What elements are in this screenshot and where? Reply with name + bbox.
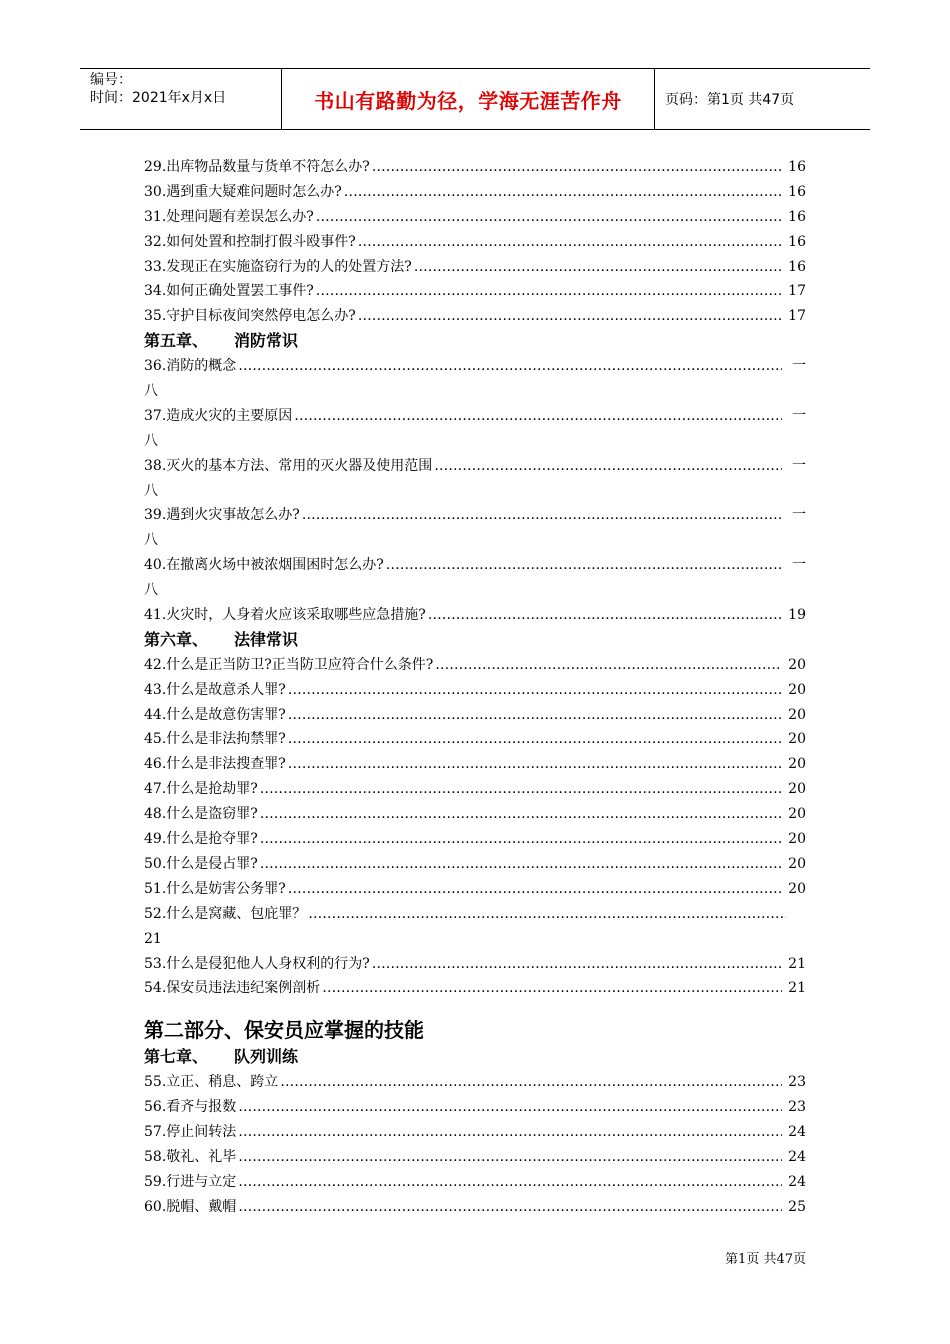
toc-entry <box>144 653 806 678</box>
toc-entry-page: 21 <box>788 955 806 972</box>
toc-entry-title: 38.灭火的基本方法、常用的灭火器及使用范围 <box>144 457 433 474</box>
dot-leader <box>288 877 782 902</box>
toc-wrapped-page: 八 <box>144 383 158 400</box>
dot-leader <box>280 1070 782 1095</box>
toc-entry <box>144 752 806 777</box>
toc-entry <box>144 802 806 827</box>
page-header <box>80 68 870 130</box>
chapter-title: 法律常识 <box>234 629 299 649</box>
toc-entry-page: 16 <box>788 258 806 275</box>
dot-leader <box>428 603 782 628</box>
toc-entry-page: 24 <box>788 1148 806 1165</box>
dot-leader <box>260 802 782 827</box>
toc-entry-page: 20 <box>788 855 806 872</box>
toc-entry-page <box>786 902 806 927</box>
toc-entry <box>144 1095 806 1120</box>
chapter-title: 消防常识 <box>234 331 299 351</box>
toc-entry-page: 20 <box>788 706 806 723</box>
toc-entry-page: 20 <box>788 656 806 673</box>
toc-entry-page: 24 <box>788 1173 806 1190</box>
toc-entry-title: 57.停止间转法 <box>144 1123 237 1140</box>
dot-leader <box>288 678 782 703</box>
toc-entry-title: 47.什么是抢劫罪? <box>144 781 258 798</box>
toc-entry-page: 16 <box>788 159 806 175</box>
toc-entry <box>144 1170 806 1195</box>
toc-entry-title: 50.什么是侵占罪? <box>144 855 258 872</box>
dot-leader <box>316 205 782 230</box>
toc-entry <box>144 827 806 852</box>
toc-entry-title: 30.遇到重大疑难问题时怎么办? <box>144 183 342 200</box>
toc-entry-title: 36.消防的概念 <box>144 358 237 375</box>
dot-leader <box>238 1195 782 1220</box>
toc-entry <box>144 503 806 528</box>
dot-leader <box>238 1120 782 1145</box>
toc-entry-page: 20 <box>788 831 806 848</box>
toc-entry <box>144 852 806 877</box>
toc-entry-title: 54.保安员违法违纪案例剖析 <box>144 980 321 997</box>
toc-entry <box>144 553 806 578</box>
toc-entry <box>144 180 806 205</box>
toc-entry <box>144 255 806 280</box>
toc-entry-title: 53.什么是侵犯他人人身权利的行为? <box>144 955 370 972</box>
header-motto-cell <box>282 69 655 129</box>
toc-entry-page: 20 <box>788 681 806 698</box>
toc-entry <box>144 877 806 902</box>
chapter-heading <box>144 628 806 653</box>
toc-entry <box>144 205 806 230</box>
toc-entry <box>144 1120 806 1145</box>
dot-leader <box>372 155 782 180</box>
table-of-contents <box>144 155 806 1220</box>
toc-entry-title: 33.发现正在实施盗窃行为的人的处置方法? <box>144 258 412 275</box>
date-label: 时间：2021年x月x日 <box>90 90 227 106</box>
dot-leader <box>308 902 786 927</box>
toc-entry <box>144 727 806 752</box>
toc-entry <box>144 1145 806 1170</box>
chapter-heading <box>144 1045 806 1070</box>
toc-entry <box>144 230 806 255</box>
toc-wrapped-page: 八 <box>144 532 158 549</box>
toc-entry-title: 29.出库物品数量与货单不符怎么办? <box>144 159 370 175</box>
header-meta-cell <box>80 69 282 129</box>
toc-entry-title: 55.立正、稍息、跨立 <box>144 1074 279 1091</box>
toc-entry <box>144 454 806 479</box>
toc-entry <box>144 304 806 329</box>
toc-entry-title: 46.什么是非法搜查罪? <box>144 756 286 773</box>
chapter-title: 队列训练 <box>234 1047 299 1067</box>
toc-entry <box>144 1195 806 1220</box>
toc-entry <box>144 678 806 703</box>
part-heading: 第二部分、保安员应掌握的技能 <box>144 1018 424 1043</box>
toc-entry <box>144 703 806 728</box>
page-footer: 第1页 共47页 <box>725 1252 806 1267</box>
header-page-cell <box>655 69 870 129</box>
toc-entry-title: 39.遇到火灾事故怎么办? <box>144 507 300 524</box>
toc-entry-page: 20 <box>788 806 806 823</box>
toc-entry <box>144 404 806 429</box>
toc-entry-title: 40.在撤离火场中被浓烟围困时怎么办? <box>144 557 384 574</box>
dot-leader <box>260 852 782 877</box>
toc-entry-page: 24 <box>788 1123 806 1140</box>
motto: 书山有路勤为径，学海无涯苦作舟 <box>314 88 622 113</box>
toc-entry-page: 20 <box>788 880 806 897</box>
dot-leader <box>322 976 782 1001</box>
toc-entry-title: 43.什么是故意杀人罪? <box>144 681 286 698</box>
toc-entry-page: 17 <box>788 308 806 325</box>
dot-leader <box>238 1170 782 1195</box>
toc-entry-title: 48.什么是盗窃罪? <box>144 806 258 823</box>
toc-entry-page: 23 <box>788 1099 806 1116</box>
number-label: 编号： <box>90 72 132 88</box>
toc-entry <box>144 603 806 628</box>
dot-leader <box>316 279 782 304</box>
toc-entry-page: 一 <box>792 507 806 524</box>
dot-leader <box>302 503 782 528</box>
toc-entry-page: 一 <box>792 407 806 424</box>
dot-leader <box>358 230 782 255</box>
dot-leader <box>260 827 782 852</box>
chapter-heading <box>144 329 806 354</box>
toc-wrapped-page: 八 <box>144 582 158 599</box>
toc-entry-page: 16 <box>788 183 806 200</box>
toc-entry-page: 25 <box>788 1198 806 1215</box>
toc-entry-title: 44.什么是故意伤害罪? <box>144 706 286 723</box>
toc-wrapped-page: 八 <box>144 432 158 449</box>
toc-entry-page: 23 <box>788 1074 806 1091</box>
dot-leader <box>414 255 782 280</box>
dot-leader <box>358 304 782 329</box>
toc-entry-page: 16 <box>788 208 806 225</box>
toc-entry-title: 56.看齐与报数 <box>144 1099 237 1116</box>
dot-leader <box>288 703 782 728</box>
dot-leader <box>434 454 782 479</box>
toc-entry-title: 34.如何正确处置罢工事件? <box>144 283 314 300</box>
dot-leader <box>344 180 782 205</box>
toc-entry-page: 21 <box>788 980 806 997</box>
toc-entry-title: 60.脱帽、戴帽 <box>144 1198 237 1215</box>
toc-wrapped-page: 21 <box>144 930 162 947</box>
dot-leader <box>238 354 782 379</box>
toc-entry-page: 20 <box>788 781 806 798</box>
toc-entry-page: 20 <box>788 756 806 773</box>
toc-entry <box>144 155 806 180</box>
toc-entry-page: 16 <box>788 233 806 250</box>
toc-entry-page: 17 <box>788 283 806 300</box>
dot-leader <box>288 752 782 777</box>
toc-entry-title: 41.火灾时，人身着火应该采取哪些应急措施? <box>144 607 426 624</box>
dot-leader <box>238 1095 782 1120</box>
chapter-number: 第七章、 <box>144 1047 209 1067</box>
toc-entry <box>144 902 806 927</box>
toc-entry-title: 37.造成火灾的主要原因 <box>144 407 293 424</box>
toc-wrapped-page: 八 <box>144 482 158 499</box>
toc-entry-title: 42.什么是正当防卫?正当防卫应符合什么条件? <box>144 656 434 673</box>
toc-entry <box>144 354 806 379</box>
toc-entry-title: 59.行进与立定 <box>144 1173 237 1190</box>
toc-entry <box>144 976 806 1001</box>
toc-entry <box>144 1070 806 1095</box>
dot-leader <box>238 1145 782 1170</box>
header-page-info: 页码：第1页 共47页 <box>665 92 795 108</box>
dot-leader <box>386 553 782 578</box>
toc-entry-title: 32.如何处置和控制打假斗殴事件? <box>144 233 356 250</box>
toc-entry <box>144 279 806 304</box>
toc-entry-title: 49.什么是抢夺罪? <box>144 831 258 848</box>
toc-entry <box>144 777 806 802</box>
chapter-number: 第五章、 <box>144 331 209 351</box>
dot-leader <box>288 727 782 752</box>
toc-entry <box>144 952 806 977</box>
dot-leader <box>435 653 782 678</box>
toc-entry-title: 51.什么是妨害公务罪? <box>144 880 286 897</box>
toc-entry-page: 19 <box>788 607 806 624</box>
dot-leader <box>260 777 782 802</box>
toc-entry-page: 一 <box>792 358 806 375</box>
toc-entry-title: 31.处理问题有差误怎么办? <box>144 208 314 225</box>
toc-entry-page: 一 <box>792 557 806 574</box>
dot-leader <box>372 952 782 977</box>
toc-entry-title: 58.敬礼、礼毕 <box>144 1148 237 1165</box>
toc-entry-title: 52.什么是窝藏、包庇罪？ <box>144 905 307 922</box>
toc-entry-title: 35.守护目标夜间突然停电怎么办? <box>144 308 356 325</box>
toc-entry-page: 一 <box>792 457 806 474</box>
toc-entry-page: 20 <box>788 731 806 748</box>
toc-entry-title: 45.什么是非法拘禁罪? <box>144 731 286 748</box>
chapter-number: 第六章、 <box>144 629 209 649</box>
dot-leader <box>294 404 782 429</box>
